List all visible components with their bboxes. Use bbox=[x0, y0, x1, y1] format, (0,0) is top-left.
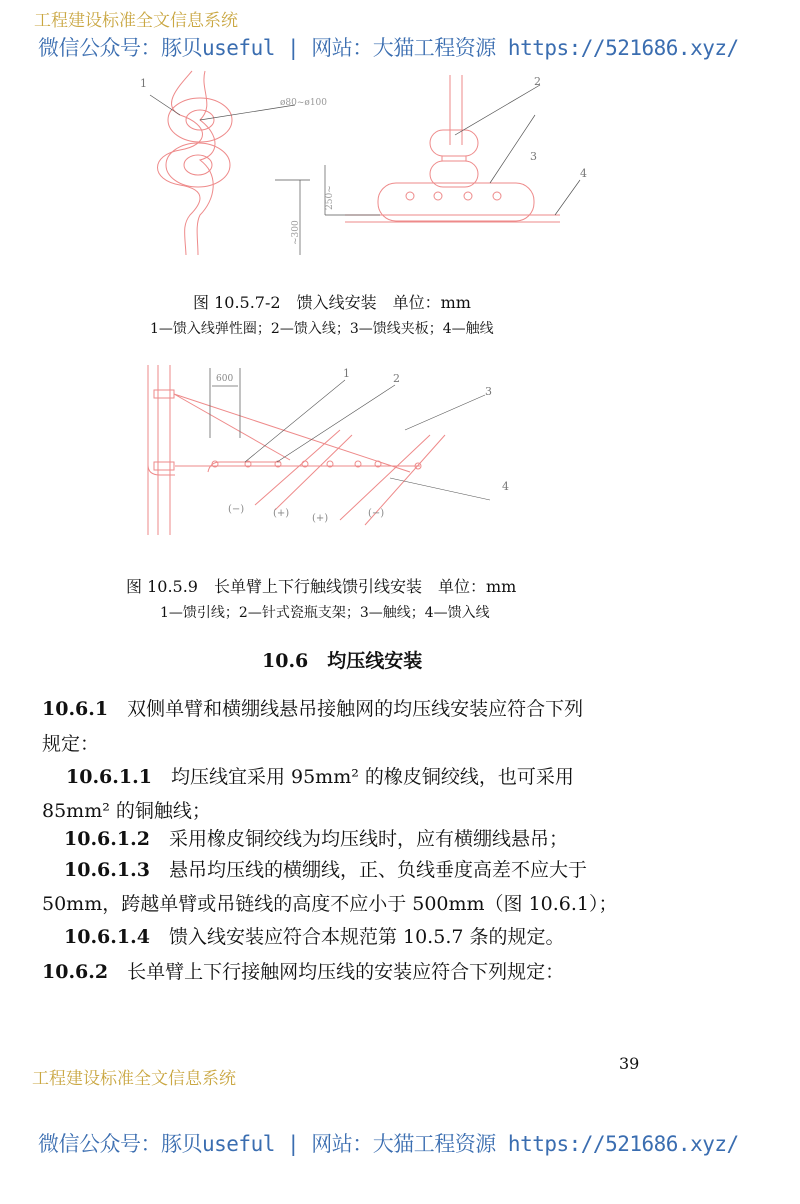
system-watermark-top: 工程建设标准全文信息系统 bbox=[34, 11, 238, 31]
clause-text: 馈入线安装应符合本规范第 10.5.7 条的规定。 bbox=[168, 926, 565, 948]
polarity-1: (−) bbox=[228, 504, 245, 515]
figure1-legend: 1—馈入线弹性圈；2—馈入线；3—馈线夹板；4—触线 bbox=[150, 321, 494, 337]
clause-10-6-1 bbox=[42, 694, 583, 721]
page-number: 39 bbox=[619, 1054, 640, 1073]
clause-number: 10.6.1.1 bbox=[66, 766, 152, 788]
clause-number: 10.6.1.3 bbox=[64, 859, 150, 881]
clause-10-6-1-4 bbox=[64, 922, 564, 949]
polarity-4: (−) bbox=[368, 508, 385, 519]
fig2-label-2: 2 bbox=[393, 372, 400, 385]
watermark-bottom: 微信公众号：豚贝useful | 网站：大猫工程资源 https://521686.xyz/ bbox=[38, 1132, 739, 1156]
fig1-label-2: 2 bbox=[534, 75, 541, 88]
clause-number: 10.6.1.4 bbox=[64, 926, 150, 948]
fig2-label-3: 3 bbox=[485, 385, 492, 398]
clause-text: 悬吊均压线的横绷线，正、负线垂度高差不应大于 bbox=[168, 859, 587, 881]
dim-600: 600 bbox=[216, 374, 234, 384]
clause-number: 10.6.2 bbox=[42, 961, 109, 983]
fig2-label-4: 4 bbox=[502, 480, 509, 493]
figure-feeder-lead-installation bbox=[140, 350, 520, 550]
dim-250: 250~ bbox=[325, 185, 335, 210]
clause-number: 10.6.1.2 bbox=[64, 828, 150, 850]
clause-continuation: 50mm，跨越单臂或吊链线的高度不应小于 500mm（图 10.6.1）； bbox=[42, 893, 618, 915]
clause-continuation: 规定： bbox=[42, 733, 100, 755]
polarity-3: (+) bbox=[312, 513, 329, 524]
clause-10-6-2 bbox=[42, 957, 564, 984]
figure2-legend: 1—馈引线；2—针式瓷瓶支架；3—触线；4—馈入线 bbox=[160, 605, 490, 621]
fig1-label-3: 3 bbox=[530, 150, 537, 163]
clause-10-6-1-1 bbox=[66, 762, 574, 789]
figure2-caption: 图 10.5.9 长单臂上下行触线馈引线安装 单位：mm bbox=[126, 577, 517, 596]
clause-number: 10.6.1 bbox=[42, 698, 109, 720]
clause-text: 均压线宜采用 95mm² 的橡皮铜绞线，也可采用 bbox=[170, 766, 574, 788]
figure-feeder-installation bbox=[120, 65, 600, 265]
clause-text: 长单臂上下行接触网均压线的安装应符合下列规定： bbox=[127, 961, 565, 983]
dim-300: ~300 bbox=[291, 220, 301, 245]
clause-10-6-1-3 bbox=[64, 855, 587, 882]
fig1-label-4: 4 bbox=[580, 167, 587, 180]
fig2-label-1: 1 bbox=[343, 367, 350, 380]
figure1-caption: 图 10.5.7-2 馈入线安装 单位：mm bbox=[193, 293, 471, 312]
dim-diameter: ø80~ø100 bbox=[280, 98, 328, 108]
polarity-2: (+) bbox=[273, 508, 290, 519]
clause-continuation: 85mm² 的铜触线； bbox=[42, 800, 211, 822]
watermark-top: 微信公众号：豚贝useful | 网站：大猫工程资源 https://521686.xyz/ bbox=[38, 36, 739, 60]
footer-system: 工程建设标准全文信息系统 bbox=[32, 1069, 236, 1089]
clause-text: 双侧单臂和横绷线悬吊接触网的均压线安装应符合下列 bbox=[127, 698, 584, 720]
clause-10-6-1-2 bbox=[64, 824, 568, 851]
section-heading: 10.6 均压线安装 bbox=[262, 650, 423, 672]
clause-text: 采用橡皮铜绞线为均压线时，应有横绷线悬吊； bbox=[168, 828, 568, 850]
fig1-label-1: 1 bbox=[140, 77, 147, 90]
